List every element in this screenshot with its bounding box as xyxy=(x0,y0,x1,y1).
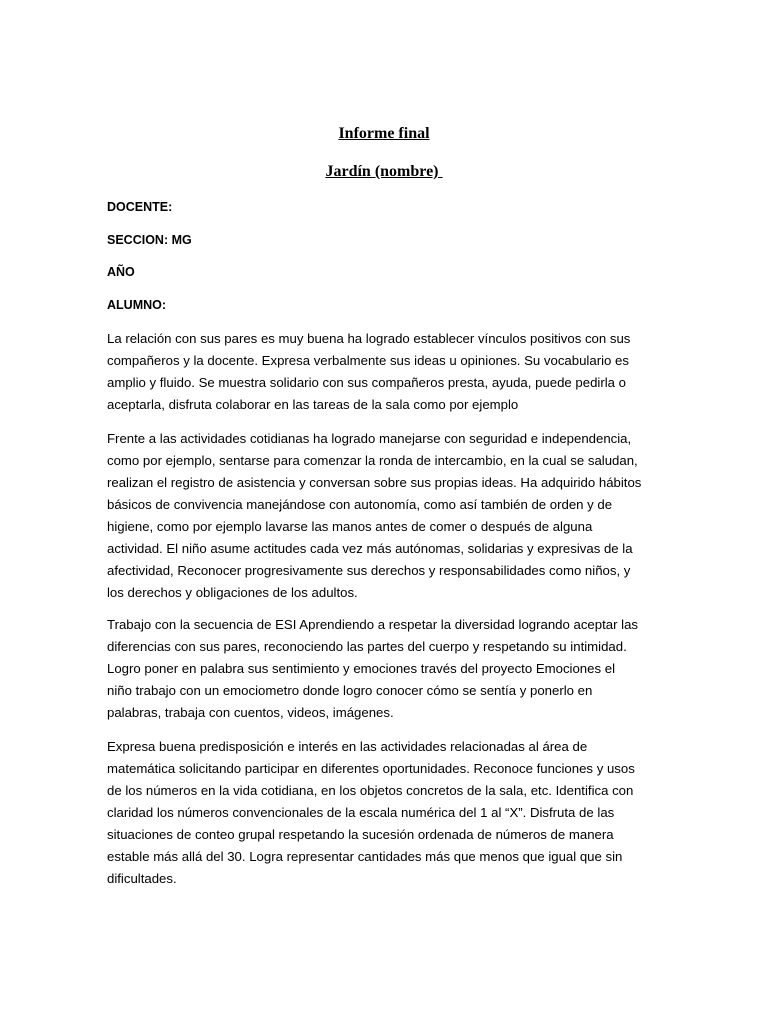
document-title: Informe final xyxy=(338,125,430,142)
paragraph-line: matemática solicitando participar en diferentes oportunidades. Reconoce funciones y usos xyxy=(107,761,635,776)
paragraph-line: amplio y fluido. Se muestra solidario con sus compañeros presta, ayuda, puede pedirla o xyxy=(107,375,627,390)
paragraph-line: niño trabajo con un emociometro donde logro conocer cómo se sentía y ponerlo en xyxy=(107,683,593,698)
paragraph-line: realizan el registro de asistencia y conversan sobre sus propias ideas. Ha adquirido hábitos xyxy=(107,475,642,490)
paragraph-line: como por ejemplo, sentarse para comenzar la ronda de intercambio, en la cual se saludan, xyxy=(107,453,638,468)
paragraph-line: palabras, trabaja con cuentos, videos, imágenes. xyxy=(107,705,394,720)
paragraph-social xyxy=(107,328,662,416)
paragraph-line: Trabajo con la secuencia de ESI Aprendiendo a respetar la diversidad logrando aceptar las xyxy=(107,617,639,632)
paragraph-line: Expresa buena predisposición e interés en las actividades relacionadas al área de xyxy=(107,739,588,754)
paragraph-line: los derechos y obligaciones de los adultos. xyxy=(107,585,358,600)
paragraph-line: afectividad, Reconocer progresivamente sus derechos y responsabilidades como niños, y xyxy=(107,563,631,578)
paragraph-line: La relación con sus pares es muy buena ha logrado establecer vínculos positivos con sus xyxy=(107,331,631,346)
paragraph-line: diferencias con sus pares, reconociendo las partes del cuerpo y respetando su intimidad. xyxy=(107,639,627,654)
field-docente: DOCENTE: xyxy=(107,200,173,214)
paragraph-line: situaciones de conteo grupal respetando la sucesión ordenada de números de manera xyxy=(107,827,614,842)
paragraph-daily-activities xyxy=(107,428,662,604)
paragraph-line: compañeros y la docente. Expresa verbalmente sus ideas u opiniones. Su vocabulario es xyxy=(107,353,629,368)
paragraph-line: de los números en la vida cotidiana, en los objetos concretos de la sala, etc. Identifica con xyxy=(107,783,634,798)
paragraph-line: estable más allá del 30. Logra representar cantidades más que menos que igual que sin xyxy=(107,849,623,864)
paragraph-line: dificultades. xyxy=(107,871,177,886)
field-alumno: ALUMNO: xyxy=(107,298,167,312)
paragraph-line: Logro poner en palabra sus sentimiento y emociones través del proyecto Emociones el xyxy=(107,661,616,676)
paragraph-line: actividad. El niño asume actitudes cada vez más autónomas, solidarias y expresivas de la xyxy=(107,541,633,556)
paragraph-line: higiene, como por ejemplo lavarse las manos antes de comer o después de alguna xyxy=(107,519,593,534)
paragraph-line: básicos de convivencia manejándose con autonomía, como así también de orden y de xyxy=(107,497,613,512)
paragraph-esi xyxy=(107,614,662,724)
paragraph-line: aceptarla, disfruta colaborar en las tareas de la sala como por ejemplo xyxy=(107,397,519,412)
document-subtitle: Jardín (nombre) xyxy=(325,163,443,180)
field-anio: AÑO xyxy=(107,265,135,279)
paragraph-line: Frente a las actividades cotidianas ha logrado manejarse con seguridad e independencia, xyxy=(107,431,632,446)
paragraph-line: claridad los números convencionales de la escala numérica del 1 al “X”. Disfruta de las xyxy=(107,805,615,820)
field-seccion: SECCION: MG xyxy=(107,233,192,247)
paragraph-math xyxy=(107,736,662,890)
